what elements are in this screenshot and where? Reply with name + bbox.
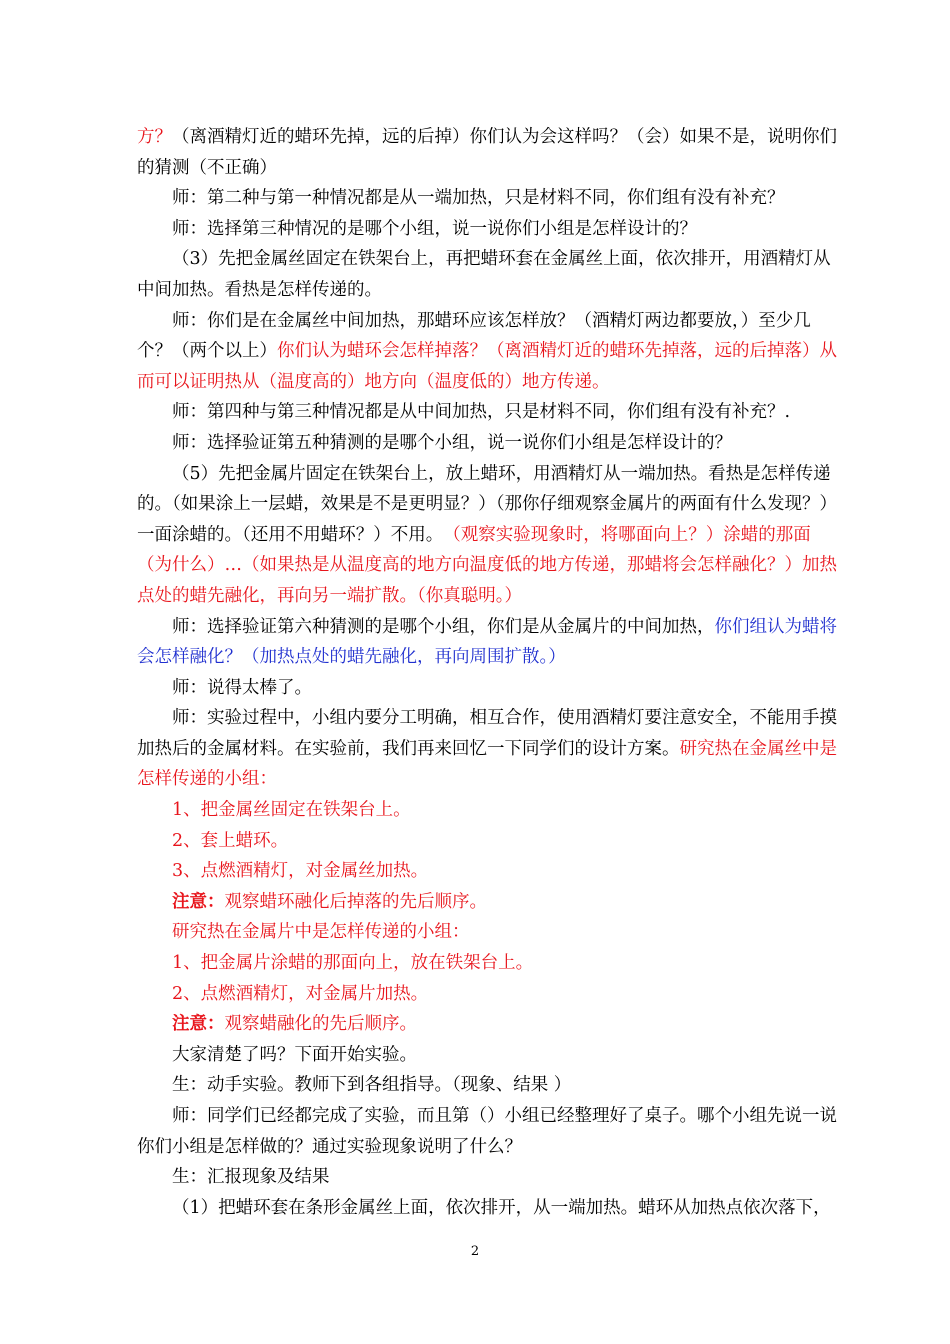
text-run: （1）把蜡环套在条形金属丝上面，依次排开，从一端加热。蜡环从加热点依次落下，: [172, 1197, 831, 1218]
text-run: 师：第二种与第一种情况都是从一端加热，只是材料不同，你们组有没有补充？: [172, 188, 785, 209]
text-run: 师：选择验证第六种猜测的是哪个小组，你们是从金属片的中间加热，: [172, 616, 715, 637]
paragraph: [137, 244, 837, 305]
paragraph: [137, 917, 837, 948]
paragraph: [137, 1040, 837, 1071]
text-run: 你们组认为蜡将会怎样融化？（加热点处的蜡先融化，再向周围扩散。）: [137, 616, 837, 668]
paragraph: [137, 459, 837, 612]
paragraph: [137, 673, 837, 704]
text-run: 2、套上蜡环。: [172, 830, 289, 851]
text-run: （观察实验现象时，将哪面向上？）涂蜡的那面（为什么）…（如果热是从温度高的地方向温度低的地方传递，那蜡将会怎样融化？）加热点处的蜡先融化，再向另一端扩散。（你真聪明。）: [137, 524, 837, 606]
text-run: 研究热在金属丝中是怎样传递的小组：: [137, 738, 837, 790]
text-run: 观察蜡融化的先后顺序。: [224, 1014, 417, 1035]
text-run: 师：第四种与第三种情况都是从中间加热，只是材料不同，你们组有没有补充？.: [172, 402, 791, 423]
text-run: 1、把金属丝固定在铁架台上。: [172, 800, 411, 821]
paragraph: [137, 826, 837, 857]
paragraph: [137, 887, 837, 918]
text-run: 师：实验过程中，小组内要分工明确，相互合作，使用酒精灯要注意安全，不能用手摸加热后的金属材料。在实验前，我们再来回忆一下同学们的设计方案。: [137, 708, 837, 759]
paragraph: [137, 979, 837, 1010]
text-run: 注意：: [172, 1014, 225, 1035]
paragraph: [137, 795, 837, 826]
text-run: 注意：: [172, 891, 225, 912]
paragraph: [137, 1193, 837, 1224]
text-run: （5）先把金属片固定在铁架台上，放上蜡环，用酒精灯从一端加热。看热是怎样传递的。（如果涂上一层蜡，效果是不是更明显？）（那你仔细观察金属片的两面有什么发现？）一面涂蜡的。（还用不用蜡环？）不用。: [137, 463, 837, 545]
text-run: （3）先把金属丝固定在铁架台上，再把蜡环套在金属丝上面，依次排开，用酒精灯从中间加热。看热是怎样传递的。: [137, 249, 831, 300]
text-run: 师：选择验证第五种猜测的是哪个小组，说一说你们小组是怎样设计的？: [172, 432, 732, 453]
text-run: 大家清楚了吗？下面开始实验。: [172, 1044, 417, 1065]
paragraph: [137, 214, 837, 245]
paragraph: [137, 428, 837, 459]
text-run: 师：说得太棒了。: [172, 677, 312, 698]
text-run: 你们认为蜡环会怎样掉落？（离酒精灯近的蜡环先掉落，远的后掉落）从而可以证明热从（温度高的）地方向（温度低的）地方传递。: [137, 341, 837, 392]
text-run: 生：汇报现象及结果: [172, 1167, 330, 1188]
paragraph: [137, 1009, 837, 1040]
page-number: 2: [470, 1244, 480, 1259]
text-run: 3、点燃酒精灯，对金属丝加热。: [172, 861, 429, 882]
text-run: 师：同学们已经都完成了实验，而且第（）小组已经整理好了桌子。哪个小组先说一说你们小组是怎样做的？通过实验现象说明了什么？: [137, 1106, 837, 1157]
paragraph: [137, 397, 837, 428]
text-run: 师：选择第三种情况的是哪个小组，说一说你们小组是怎样设计的？: [172, 218, 697, 239]
text-run: 方？: [137, 127, 172, 147]
paragraph: [137, 183, 837, 214]
text-run: （离酒精灯近的蜡环先掉，远的后掉）你们认为会这样吗？（会）如果不是，说明你们的猜测（不正确）: [137, 127, 837, 178]
paragraph: [137, 1162, 837, 1193]
paragraph: [137, 612, 837, 673]
text-run: 研究热在金属片中是怎样传递的小组：: [172, 922, 470, 943]
paragraph: [137, 948, 837, 979]
paragraph: [137, 306, 837, 398]
paragraph: [137, 703, 837, 795]
text-run: 师：你们是在金属丝中间加热，那蜡环应该怎样放？（酒精灯两边都要放，）至少几个？（两个以上）: [137, 310, 811, 362]
body-text: [137, 122, 837, 1223]
text-run: 1、把金属片涂蜡的那面向上，放在铁架台上。: [172, 953, 534, 974]
text-run: 生：动手实验。教师下到各组指导。（现象、结果 ）: [172, 1075, 572, 1096]
paragraph: [137, 122, 837, 183]
text-run: 观察蜡环融化后掉落的先后顺序。: [224, 891, 487, 912]
paragraph: [137, 1070, 837, 1101]
paragraph: [137, 1101, 837, 1162]
paragraph: [137, 856, 837, 887]
text-run: 2、点燃酒精灯，对金属片加热。: [172, 983, 429, 1004]
